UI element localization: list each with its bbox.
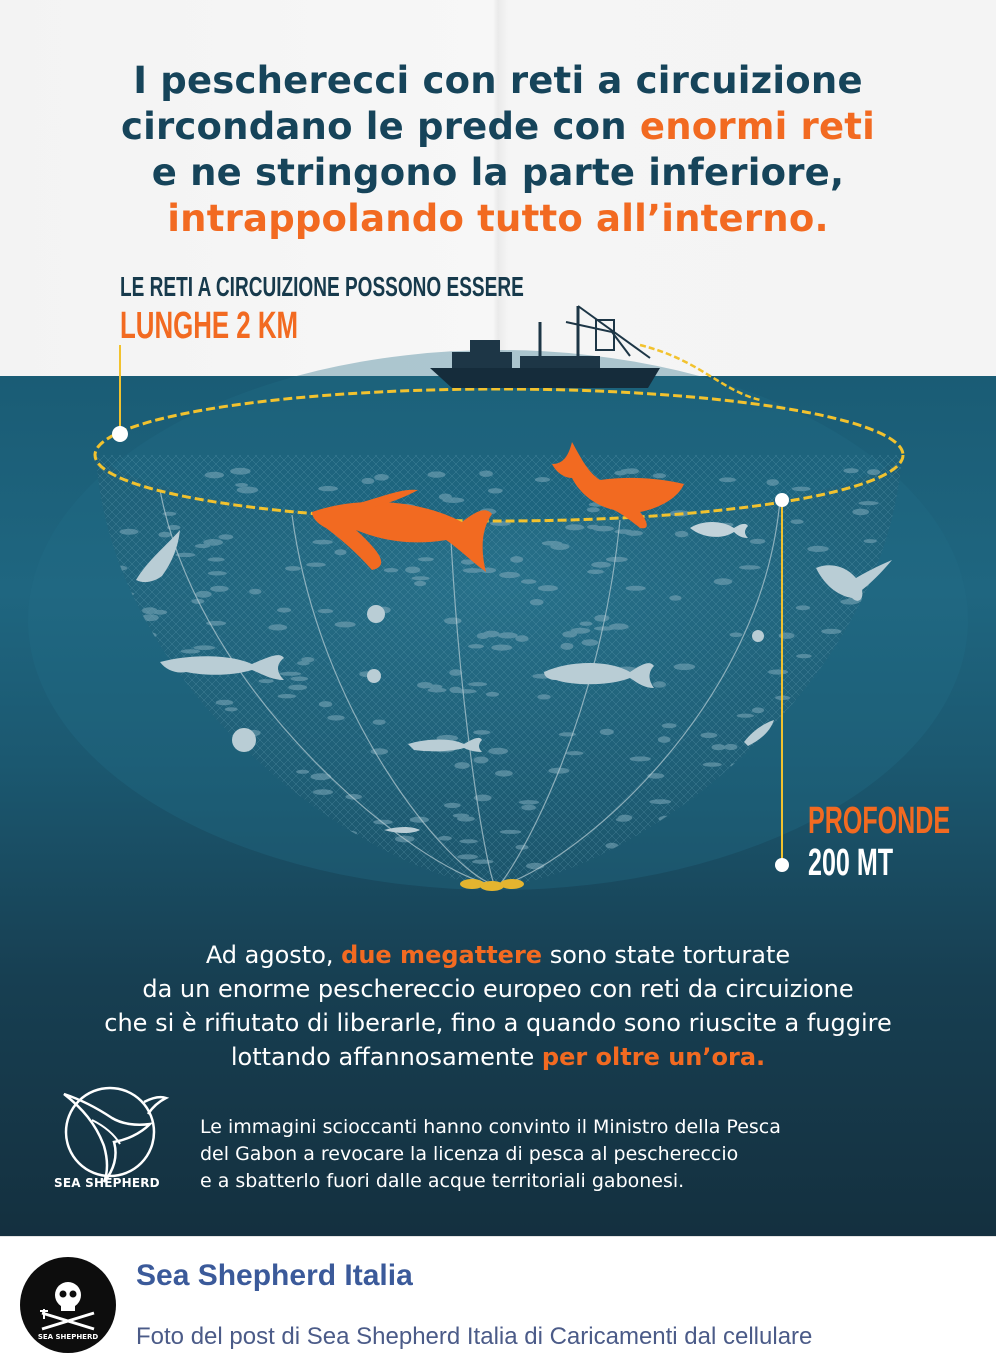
small-fish (412, 576, 430, 580)
small-fish (843, 468, 858, 473)
note-line-2: del Gabon a revocare la licenza di pesca al peschereccio (200, 1143, 739, 1165)
small-fish (278, 694, 296, 698)
small-fish (821, 629, 841, 634)
story-line-1-start: Ad agosto, (205, 941, 342, 969)
small-fish (405, 567, 420, 574)
small-fish (285, 566, 301, 571)
small-fish (498, 632, 518, 638)
small-fish (768, 669, 788, 674)
small-fish (535, 477, 550, 482)
small-fish (449, 669, 462, 676)
small-fish (587, 525, 599, 530)
small-fish (474, 757, 489, 764)
small-fish (594, 626, 614, 630)
length-value: LUNGHE 2 KM (120, 305, 299, 347)
small-fish (499, 572, 520, 578)
small-fish (615, 529, 634, 534)
small-fish (335, 549, 347, 555)
small-fish (473, 730, 490, 735)
small-fish (714, 578, 733, 585)
small-fish (297, 661, 310, 665)
story-highlight-whales: due megattere (341, 941, 543, 969)
small-fish (288, 685, 307, 691)
avatar-label: SEA SHEPHERD (37, 1333, 99, 1341)
page-avatar[interactable] (20, 1257, 116, 1353)
small-fish (658, 736, 671, 743)
small-fish (417, 682, 433, 688)
small-fish (530, 599, 544, 605)
small-fish (268, 624, 287, 630)
small-fish (537, 694, 550, 699)
small-fish (457, 854, 478, 859)
small-fish (335, 622, 356, 628)
small-fish (616, 817, 630, 821)
small-fish (791, 519, 804, 524)
small-fish (750, 539, 765, 544)
note-line-1: Le immagini scioccanti hanno convinto il Ministro della Pesca (200, 1116, 781, 1138)
length-label: LE RETI A CIRCUIZIONE POSSONO ESSERE (120, 271, 524, 302)
small-fish (864, 539, 877, 543)
small-fish (510, 556, 523, 563)
small-fish (486, 692, 499, 697)
small-fish (306, 563, 325, 567)
small-fish (591, 562, 611, 568)
small-fish (208, 557, 225, 561)
small-fish (653, 473, 666, 478)
small-fish (472, 860, 493, 864)
small-fish (230, 468, 250, 475)
small-fish (662, 723, 677, 728)
small-fish (428, 471, 446, 477)
small-fish (587, 570, 603, 575)
small-fish (807, 546, 828, 552)
small-fish (218, 534, 233, 539)
small-fish (675, 531, 688, 537)
small-fish (858, 501, 878, 505)
small-fish (500, 830, 522, 834)
fishing-vessel (430, 306, 660, 388)
small-fish (373, 820, 392, 825)
small-fish (312, 540, 332, 545)
small-fish (142, 607, 157, 614)
small-fish (653, 681, 666, 687)
small-fish (580, 622, 593, 626)
story-line-1-end: sono state torturate (542, 941, 791, 969)
small-fish (362, 478, 375, 484)
story-line-4-start: lottando affannosamente (230, 1043, 542, 1071)
story-line-3: che si è rifiutato di liberarle, fino a quando sono riuscite a fuggire (104, 1009, 892, 1037)
headline-line-2 (0, 104, 996, 150)
small-fish (279, 672, 301, 676)
small-fish (318, 486, 338, 491)
small-fish (120, 529, 139, 535)
small-fish (450, 687, 462, 693)
small-fish (491, 645, 512, 651)
page-name-link[interactable]: Sea Shepherd Italia (136, 1259, 413, 1292)
small-fish (730, 633, 743, 638)
post-footer (0, 1236, 996, 1350)
small-fish (519, 800, 539, 804)
small-fish (313, 789, 333, 795)
small-fish (463, 568, 483, 573)
small-fish (225, 707, 238, 711)
small-fish (867, 469, 880, 475)
small-fish (203, 539, 223, 546)
small-fish (454, 762, 469, 769)
small-fish (566, 751, 584, 755)
small-fish (159, 532, 172, 538)
small-fish (235, 483, 248, 487)
small-fish (757, 849, 773, 855)
headline-line-3: e ne stringono la parte inferiore, (151, 151, 845, 194)
small-fish (852, 509, 869, 516)
small-fish (521, 805, 536, 811)
small-fish (594, 615, 609, 622)
small-fish (571, 628, 591, 634)
small-fish (521, 579, 536, 584)
small-fish (318, 609, 333, 613)
depth-value: 200 MT (808, 842, 894, 884)
depth-label: PROFONDE (808, 800, 951, 842)
small-fish (587, 507, 600, 512)
small-fish (468, 682, 487, 686)
small-fish (459, 839, 478, 843)
small-fish (739, 565, 760, 569)
small-fish (208, 571, 227, 575)
small-fish (418, 557, 434, 561)
small-fish (444, 618, 461, 625)
small-fish (630, 756, 651, 761)
small-fish (438, 836, 452, 841)
note-line-3: e a sbatterlo fuori dalle acque territoriali gabonesi. (200, 1170, 685, 1192)
small-fish (444, 803, 461, 808)
small-fish (235, 862, 251, 867)
small-fish (296, 770, 309, 774)
small-fish (181, 649, 201, 653)
small-fish (439, 494, 452, 501)
small-fish (649, 799, 671, 804)
small-fish (237, 487, 258, 494)
small-fish (606, 557, 628, 562)
headline-highlight-nets: enormi reti (639, 105, 876, 148)
story-line-1 (0, 938, 996, 972)
small-fish (796, 654, 812, 658)
small-fish (414, 581, 426, 586)
small-fish (796, 605, 810, 610)
small-fish (193, 645, 215, 650)
small-fish (752, 707, 764, 713)
small-fish (291, 677, 309, 682)
small-fish (259, 679, 274, 683)
small-fish (216, 700, 233, 706)
depth-marker-top (775, 493, 789, 507)
small-fish (205, 472, 224, 479)
story-highlight-duration: per oltre un’ora. (541, 1043, 766, 1071)
small-fish (767, 479, 779, 486)
small-fish (210, 586, 228, 592)
small-fish (374, 474, 389, 481)
small-fish (483, 631, 500, 638)
headline-line-2-start: circondano le prede con (120, 105, 640, 148)
small-fish (561, 643, 574, 650)
small-fish (712, 744, 726, 750)
small-fish (700, 733, 717, 739)
sea-shepherd-logo-text: SEA SHEPHERD (54, 1176, 160, 1190)
small-fish (737, 714, 754, 718)
small-fish (327, 715, 344, 720)
small-fish (319, 701, 332, 707)
small-fish (582, 639, 599, 646)
small-fish (620, 469, 637, 474)
small-fish (724, 744, 737, 750)
small-fish (249, 589, 261, 595)
small-fish (453, 814, 469, 818)
small-fish (626, 586, 646, 591)
small-fish (495, 770, 513, 776)
small-fish (488, 488, 503, 493)
small-fish (277, 608, 291, 613)
length-marker (112, 426, 128, 442)
story-line-2: da un enorme peschereccio europeo con reti da circuizione (142, 975, 854, 1003)
small-fish (600, 729, 614, 735)
small-fish (550, 543, 569, 550)
headline-line-4: intrappolando tutto all’interno. (167, 197, 829, 240)
small-fish (164, 820, 177, 824)
small-fish (747, 862, 767, 867)
small-fish (195, 591, 211, 598)
small-fish (384, 568, 398, 572)
small-fish (669, 595, 681, 600)
small-fish (104, 859, 122, 864)
small-fish (538, 585, 558, 591)
small-fish (719, 477, 736, 482)
small-fish (373, 720, 386, 725)
small-fish (515, 635, 528, 642)
depth-marker-bottom (775, 858, 789, 872)
small-fish (488, 748, 508, 755)
post-caption-link[interactable]: Foto del post di Sea Shepherd Italia di Caricamenti dal cellulare (136, 1323, 813, 1350)
small-fish (703, 762, 722, 766)
small-fish (674, 664, 696, 671)
headline-line-1: I pescherecci con reti a circuizione (133, 59, 863, 102)
story-line-4 (0, 1040, 996, 1074)
small-fish (565, 524, 584, 530)
small-fish (468, 644, 484, 648)
small-fish (479, 471, 493, 477)
small-fish (792, 487, 811, 492)
